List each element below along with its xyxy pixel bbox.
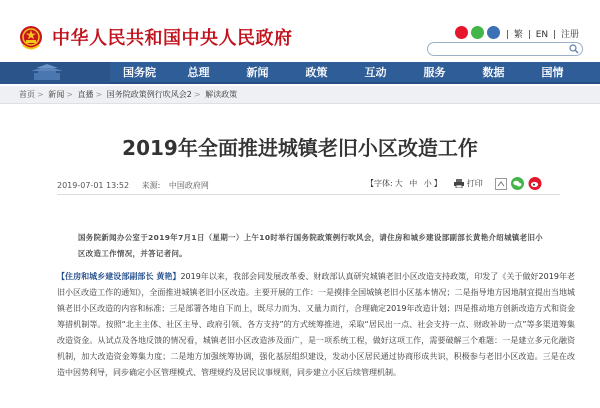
article-body xyxy=(57,269,575,381)
weibo-share-icon[interactable] xyxy=(528,177,542,190)
site-header xyxy=(0,0,600,62)
site-title[interactable]: 中华人民共和国中央人民政府 xyxy=(52,28,293,49)
main-nav xyxy=(0,62,600,84)
article-tools xyxy=(366,177,542,190)
register-link[interactable]: 注册 xyxy=(560,30,579,40)
article-body-text: 2019年以来，我部会同发展改革委、财政部认真研究城镇老旧小区改造支持政策，印发了《关于做好2019年老旧小区改造工作的通知》，全面推进城镇老旧小区改造。主要开展的工作：一是摸排全国城镇老旧小区基本情况；二是指导地方因地制宜提出当地城镇老旧小区改造的内容和标准；三是部署各地自下而上，既尽力而为、又量力而行，合理确定2019年改造计划；四是推动地方创新改造方式和资金筹措机制等。按照“北主主体、社区主导、政府引领、各方支持”的方式统筹推进，采取“居民出一点、社会支持一点、财政补助一点”等多渠道筹集改造资金。从试点及各地反馈的情况看，城镇老旧小区改造涉及面广，是一项系统工程，做好这项工作，需要破解三个难题：一是建立多元化融资机制，加大改造资金筹集力度；二是地方加强统筹协调，强化基层组织建设，发动小区居民通过协商形成共识，积极参与老旧小区改造。三是在改造中因势利导，同步确定小区管理模式、管理规约及居民议事规则，同步建立小区后续管理机制。 xyxy=(57,272,575,377)
nav-services[interactable]: 服务 xyxy=(423,66,446,79)
lang-traditional[interactable]: 繁 xyxy=(513,30,523,40)
font-size-medium[interactable]: 中 xyxy=(409,179,418,188)
weibo-icon[interactable] xyxy=(455,26,468,39)
nav-policy[interactable]: 政策 xyxy=(305,66,328,79)
font-size-label: 【字体: xyxy=(366,179,393,188)
share-icon[interactable] xyxy=(495,178,507,190)
breadcrumb-policy-interpretation[interactable]: 解读政策 xyxy=(205,90,238,99)
publish-date: 2019-07-01 13:52 xyxy=(57,181,130,190)
article-meta xyxy=(57,180,209,191)
national-emblem-icon[interactable] xyxy=(19,25,43,51)
search-input[interactable] xyxy=(427,42,583,56)
font-size-large[interactable]: 大 xyxy=(394,179,403,188)
nav-interaction[interactable]: 互动 xyxy=(364,66,387,79)
language-links: | 繁 | EN | 注册 xyxy=(506,30,579,40)
breadcrumb-live[interactable]: 直播 xyxy=(77,90,94,99)
breadcrumb-bar xyxy=(0,86,600,104)
source-name: 中国政府网 xyxy=(168,181,209,190)
social-links xyxy=(455,26,500,39)
font-size-small[interactable]: 小 xyxy=(423,179,432,188)
breadcrumb-home[interactable]: 首页 xyxy=(19,90,35,99)
article-lead: 国务院新闻办公室于2019年7月1日（星期一）上午10时举行国务院政策例行吹风会，请住房和城乡建设部副部长黄艳介绍城镇老旧小区改造工作情况，并答记者问。 xyxy=(78,233,544,258)
nav-state-council[interactable]: 国务院 xyxy=(123,66,156,79)
breadcrumb-briefing[interactable]: 国务院政策例行吹风会2 xyxy=(106,90,192,99)
nav-national-conditions[interactable]: 国情 xyxy=(541,66,564,79)
nav-data[interactable]: 数据 xyxy=(482,66,505,79)
breadcrumb: 首页 > 新闻 > 直播 > 国务院政策例行吹风会2 > 解读政策 xyxy=(19,90,238,99)
print-button[interactable]: 打印 xyxy=(466,179,483,188)
lang-english[interactable]: EN xyxy=(535,30,549,40)
article-title: 2019年全面推进城镇老旧小区改造工作 xyxy=(122,136,478,160)
wechat-icon[interactable] xyxy=(471,26,484,39)
meta-divider xyxy=(57,194,560,195)
tiananmen-silhouette-icon xyxy=(0,62,110,84)
nav-news[interactable]: 新闻 xyxy=(246,66,269,79)
wechat-share-icon[interactable] xyxy=(511,177,524,190)
breadcrumb-news[interactable]: 新闻 xyxy=(48,90,65,99)
speaker-label: 【住房和城乡建设部副部长 黄艳】 xyxy=(57,272,181,281)
source-label: 来源: xyxy=(141,181,161,190)
nav-premier[interactable]: 总理 xyxy=(187,66,210,79)
search-icon[interactable] xyxy=(569,44,579,54)
font-size-close: 】 xyxy=(433,179,442,188)
print-icon[interactable] xyxy=(454,179,464,188)
mobile-icon[interactable] xyxy=(487,26,500,39)
